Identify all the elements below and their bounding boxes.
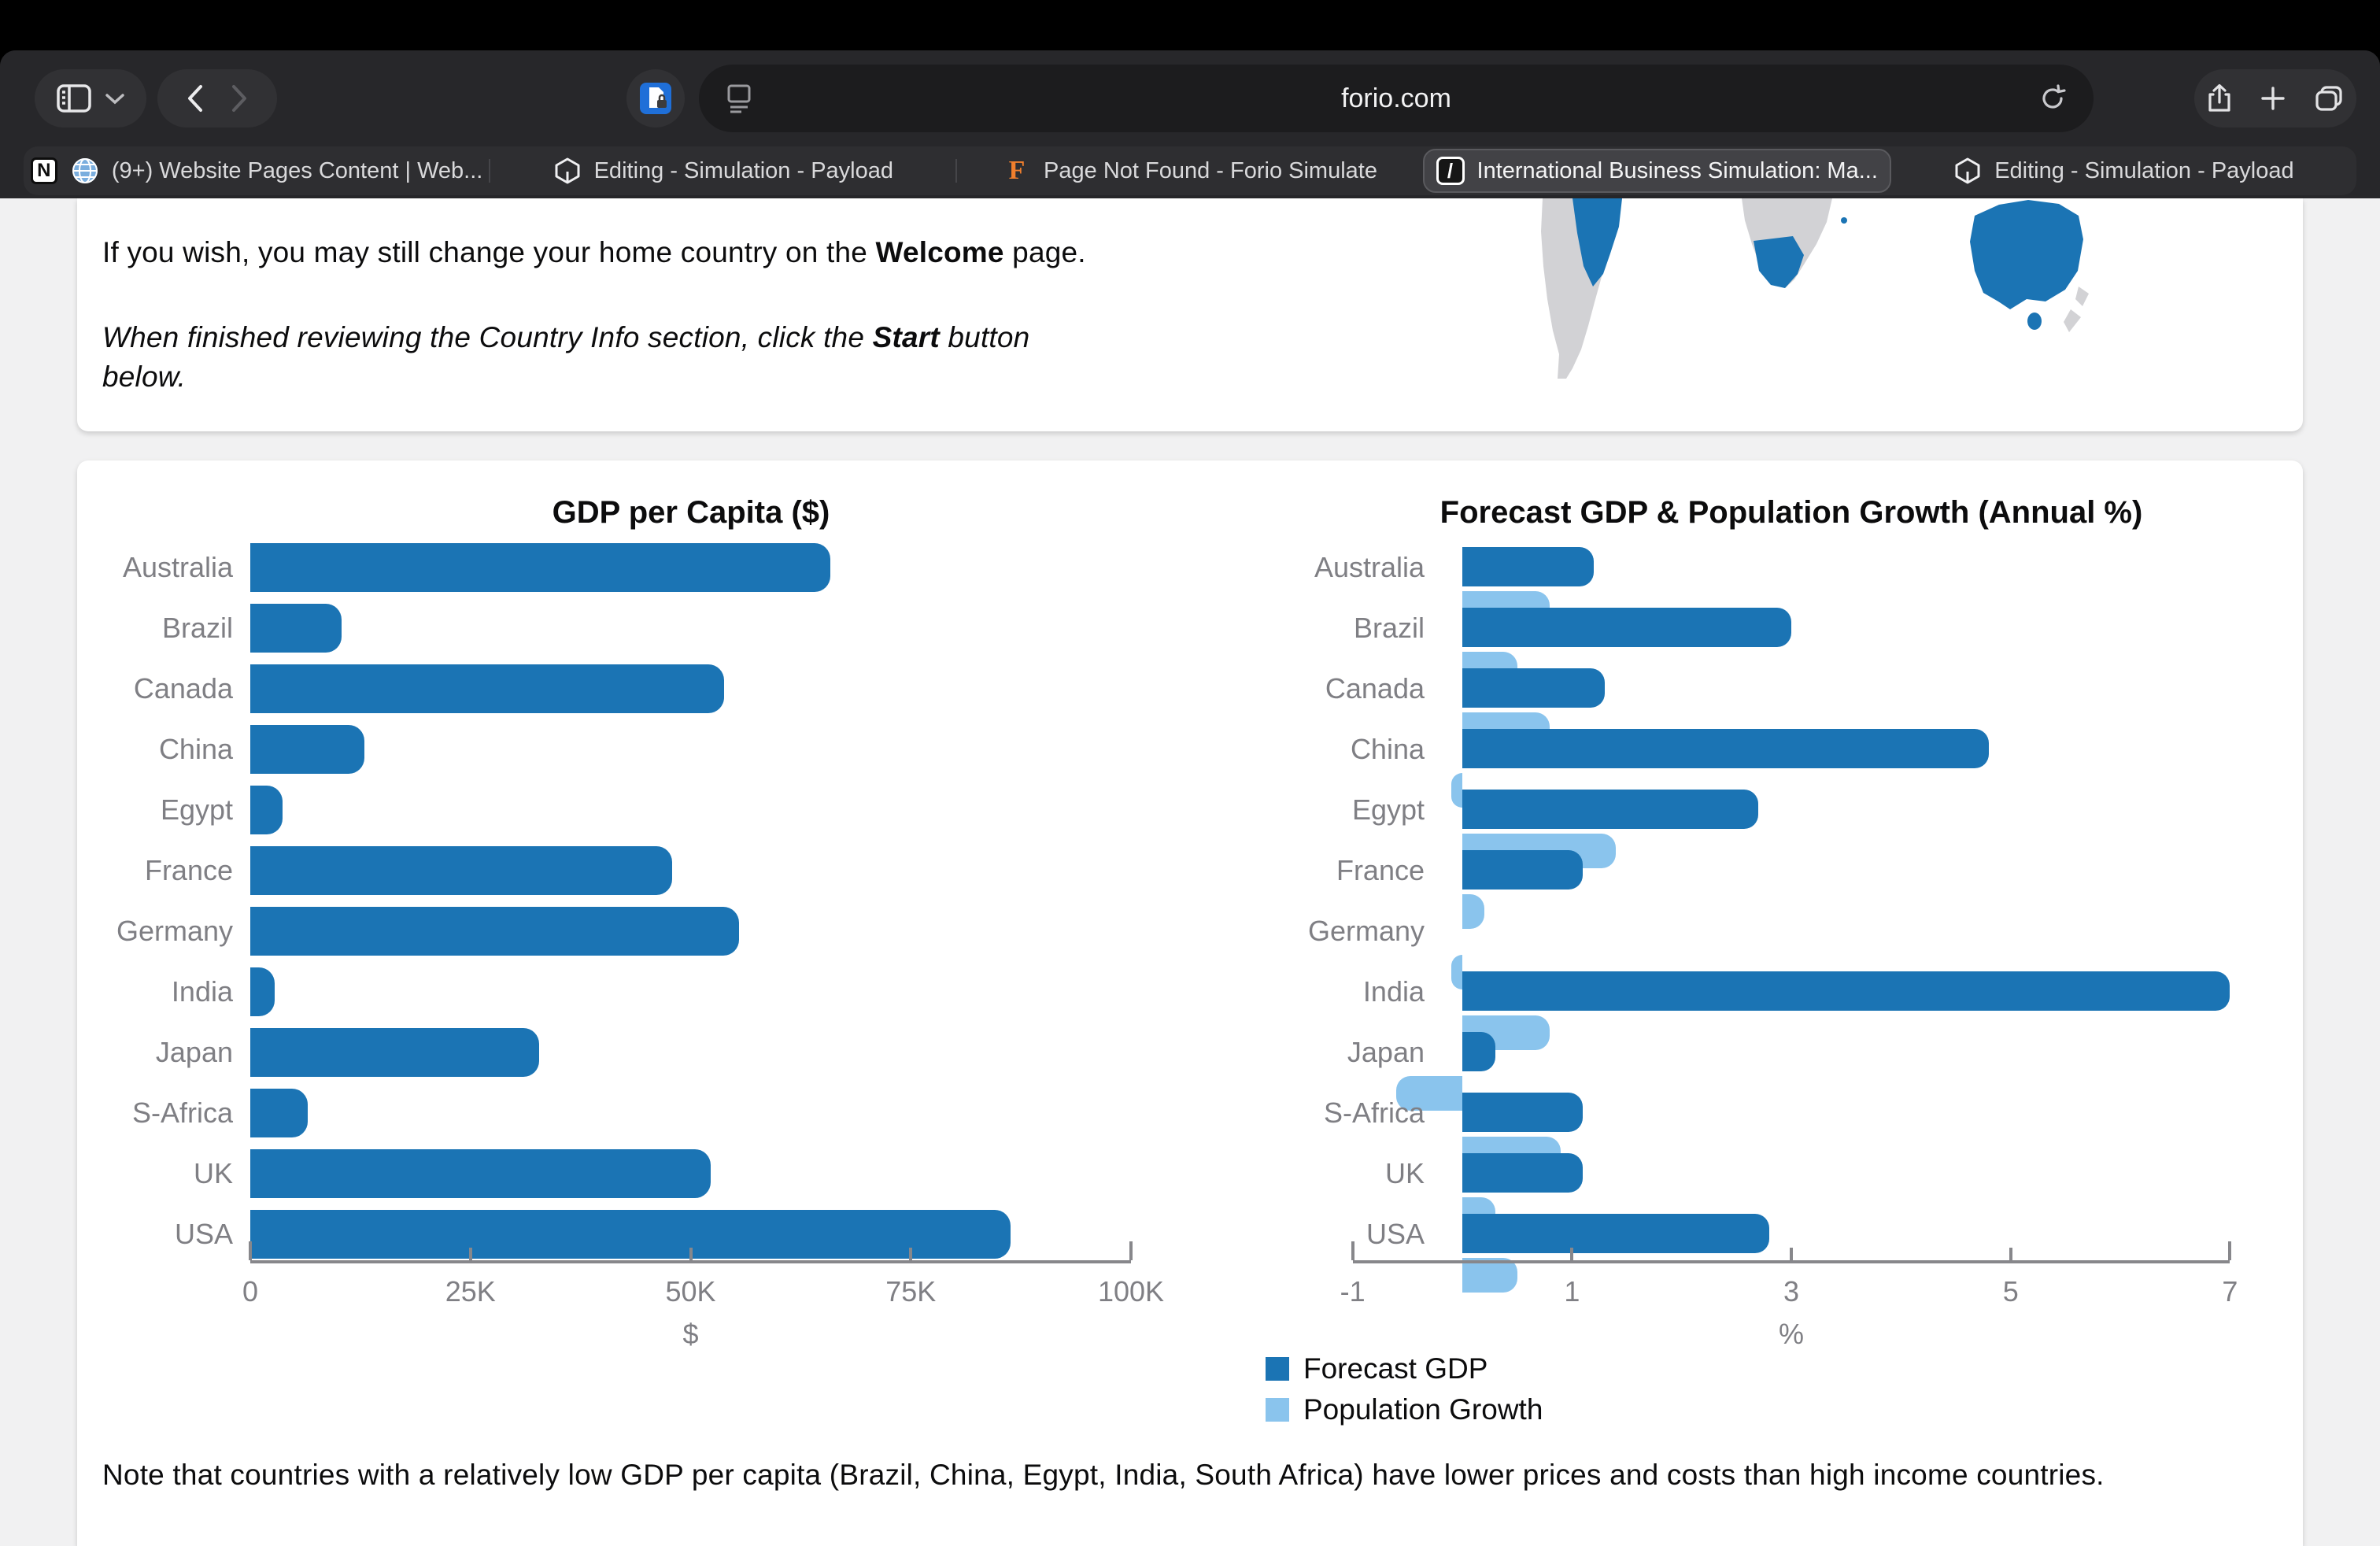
- tab-label: International Business Simulation: Ma...: [1476, 157, 1878, 183]
- category-label: UK: [1384, 1157, 1425, 1189]
- axis-tick-label: 100K: [1097, 1275, 1165, 1307]
- axis-tick-label: 3: [1783, 1275, 1800, 1307]
- axis-tick: [909, 1248, 912, 1260]
- payload-icon: [553, 157, 582, 185]
- legend-label: Population Growth: [1303, 1393, 1543, 1426]
- category-label: USA: [1366, 1218, 1425, 1250]
- browser-window: [0, 50, 2380, 1546]
- legend-swatch-population-growth: [1266, 1398, 1289, 1422]
- bar-france: [250, 846, 672, 895]
- bar-egypt-gdp: [1462, 790, 1758, 829]
- extension-button[interactable]: [626, 69, 685, 128]
- category-label: Australia: [1314, 551, 1425, 583]
- axis-tick: [469, 1248, 472, 1260]
- category-label: Egypt: [160, 793, 233, 826]
- axis-tick: [249, 1241, 252, 1260]
- bar-australia-gdp: [1462, 547, 1594, 586]
- x-axis-right-chart: [1353, 1260, 2230, 1263]
- legend-item-population-growth: [1266, 1389, 1543, 1430]
- category-label: France: [144, 854, 233, 886]
- category-label: Germany: [116, 915, 233, 947]
- category-label: India: [171, 975, 233, 1008]
- category-label: India: [1362, 975, 1425, 1008]
- legend-item-forecast-gdp: [1266, 1348, 1543, 1389]
- tab-website-pages-content[interactable]: [24, 146, 489, 195]
- slash-icon: /: [1436, 157, 1465, 185]
- chart-title-gdp-per-capita: GDP per Capita ($): [552, 495, 830, 530]
- category-label: France: [1336, 854, 1425, 886]
- password-extension-icon: [638, 81, 673, 116]
- axis-tick-label: 5: [2002, 1275, 2019, 1307]
- world-map-fragment: [1448, 198, 2235, 379]
- url-text[interactable]: forio.com: [1341, 83, 1451, 113]
- axis-tick-label: 75K: [885, 1275, 937, 1307]
- category-label: Egypt: [1351, 793, 1425, 826]
- chevron-down-icon[interactable]: [105, 92, 125, 105]
- bar-germany-pop: [1451, 955, 1462, 989]
- axis-tick: [1351, 1241, 1354, 1260]
- axis-tick-label: 0: [242, 1275, 259, 1307]
- category-label: S-Africa: [1323, 1097, 1425, 1129]
- axis-tick-label: -1: [1340, 1275, 1366, 1307]
- category-label: Brazil: [161, 612, 233, 644]
- tab-overview-icon[interactable]: [2314, 85, 2344, 112]
- axis-tick: [1790, 1248, 1793, 1260]
- back-button-icon[interactable]: [187, 84, 204, 113]
- bar-china: [250, 725, 364, 774]
- reload-icon[interactable]: [2038, 84, 2067, 113]
- bar-uk-gdp: [1462, 1153, 1583, 1193]
- page-content: [0, 198, 2380, 1546]
- category-label: Brazil: [1353, 612, 1425, 644]
- tab-editing-simulation-payload-2[interactable]: [1891, 146, 2356, 195]
- nav-button-group: [157, 69, 277, 128]
- note-text: Note that countries with a relatively low GDP per capita (Brazil, China, Egypt, India, South Africa) have lower prices and costs than high income countries.: [102, 1459, 2105, 1491]
- sidebar-toggle-icon[interactable]: [56, 83, 92, 114]
- bar-canada-gdp: [1462, 668, 1605, 708]
- legend-label: Forecast GDP: [1303, 1352, 1488, 1385]
- sidebar-button-group[interactable]: [35, 69, 146, 128]
- bar-india: [250, 967, 275, 1016]
- window-action-group: [2194, 69, 2356, 128]
- bar-germany: [250, 907, 739, 956]
- x-axis-unit-percent: %: [1779, 1318, 1805, 1350]
- bar-s-africa-gdp: [1462, 1093, 1583, 1132]
- category-label: USA: [174, 1218, 233, 1250]
- intro-paragraph-2: When finished reviewing the Country Info section, click the Start button below.: [102, 321, 1030, 393]
- bar-uk: [250, 1149, 711, 1198]
- axis-tick: [2228, 1241, 2231, 1260]
- x-axis-left-chart: [250, 1260, 1131, 1263]
- bar-japan-gdp: [1462, 1032, 1495, 1071]
- category-label: UK: [193, 1157, 233, 1189]
- bar-egypt: [250, 786, 283, 834]
- tab-page-not-found[interactable]: [957, 146, 1422, 195]
- legend-swatch-forecast-gdp: [1266, 1357, 1289, 1381]
- category-label: Canada: [1325, 672, 1425, 705]
- axis-tick-label: 50K: [665, 1275, 716, 1307]
- bar-brazil-gdp: [1462, 608, 1791, 647]
- axis-tick: [1570, 1248, 1573, 1260]
- bar-canada: [250, 664, 724, 713]
- browser-toolbar: [0, 50, 2380, 146]
- bar-brazil: [250, 604, 342, 653]
- forio-icon: F: [1008, 156, 1026, 185]
- globe-icon: [71, 157, 99, 185]
- category-label: Germany: [1307, 915, 1425, 947]
- bar-usa: [250, 1210, 1011, 1259]
- payload-icon: [1953, 157, 1982, 185]
- share-icon[interactable]: [2207, 83, 2232, 113]
- axis-tick-label: 7: [2222, 1275, 2238, 1307]
- bar-india-gdp: [1462, 971, 2230, 1011]
- charts-card: [77, 460, 2303, 1546]
- axis-tick: [1129, 1241, 1133, 1260]
- tab-strip: [0, 146, 2380, 198]
- tab-label: (9+) Website Pages Content | Web...: [111, 157, 483, 183]
- tab-label: Page Not Found - Forio Simulate: [1044, 157, 1377, 183]
- intro-card: [77, 198, 2303, 431]
- category-label: China: [158, 733, 233, 765]
- category-label: Japan: [155, 1036, 233, 1068]
- tab-label: Editing - Simulation - Payload: [593, 157, 894, 183]
- tab-editing-simulation-payload-1[interactable]: [490, 146, 955, 195]
- category-label: Japan: [1347, 1036, 1425, 1068]
- macos-menubar: [0, 0, 2380, 50]
- intro-paragraph-1: If you wish, you may still change your home country on the Welcome page.: [102, 236, 1086, 268]
- tab-label: Editing - Simulation - Payload: [1994, 157, 2294, 183]
- chart-legend: [1266, 1348, 1543, 1430]
- bar-china-gdp: [1462, 729, 1989, 768]
- new-tab-icon[interactable]: [2260, 86, 2286, 111]
- bar-france-pop: [1462, 894, 1484, 929]
- bar-japan: [250, 1028, 539, 1077]
- bar-australia: [250, 543, 830, 592]
- notion-icon: N: [30, 157, 58, 185]
- category-label: China: [1350, 733, 1425, 765]
- category-label: Canada: [133, 672, 233, 705]
- axis-tick: [689, 1248, 693, 1260]
- chart-title-forecast-growth: Forecast GDP & Population Growth (Annual %): [1439, 495, 2143, 530]
- bar-france-gdp: [1462, 850, 1583, 890]
- axis-tick-label: 25K: [445, 1275, 496, 1307]
- category-label: S-Africa: [131, 1097, 233, 1129]
- x-axis-unit-dollar: $: [682, 1318, 699, 1350]
- category-label: Australia: [122, 551, 233, 583]
- bar-usa-gdp: [1462, 1214, 1769, 1253]
- axis-tick: [2009, 1248, 2012, 1260]
- address-bar[interactable]: [699, 65, 2094, 132]
- bar-s-africa: [250, 1089, 308, 1137]
- tab-international-business-simulation[interactable]: [1423, 149, 1891, 193]
- axis-tick-label: 1: [1564, 1275, 1580, 1307]
- forward-button-icon[interactable]: [231, 84, 248, 113]
- bar-china-pop: [1451, 773, 1462, 808]
